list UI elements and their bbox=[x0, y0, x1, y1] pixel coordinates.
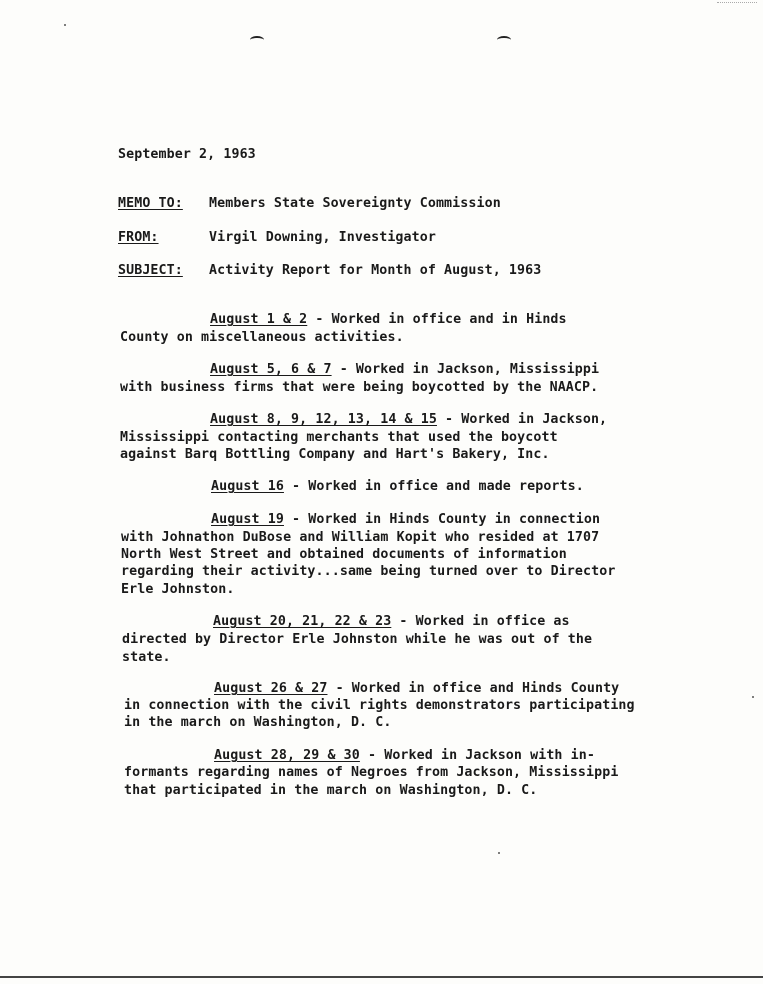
punch-mark bbox=[497, 36, 511, 44]
entry-first-line bbox=[210, 361, 599, 378]
scan-speck bbox=[64, 24, 66, 26]
entry-first-line bbox=[210, 411, 607, 428]
entry-first-line bbox=[211, 478, 584, 495]
entry-text: - Worked in office and made reports. bbox=[283, 479, 584, 494]
entry-line: Mississippi contacting merchants that used the boycott bbox=[120, 430, 558, 445]
entry-line: formants regarding names of Negroes from Jackson, Mississippi bbox=[124, 765, 619, 780]
entry-date: August 16 bbox=[211, 479, 284, 494]
entry-line: in the march on Washington, D. C. bbox=[124, 715, 392, 730]
entry-first-line bbox=[211, 511, 600, 528]
entry-date: August 28, 29 & 30 bbox=[214, 748, 360, 763]
entry-first-line bbox=[210, 311, 567, 328]
memo-from-value: Virgil Downing, Investigator bbox=[209, 230, 436, 245]
entry-line: Erle Johnston. bbox=[121, 582, 235, 597]
entry-date: August 26 & 27 bbox=[214, 681, 328, 696]
memo-subject-label: SUBJECT: bbox=[118, 263, 183, 278]
scan-artifact bbox=[717, 2, 757, 3]
entry-line: with business firms that were being boycotted by the NAACP. bbox=[120, 380, 599, 395]
entry-text: - Worked in Jackson, Mississippi bbox=[331, 362, 600, 377]
scan-speck bbox=[498, 852, 500, 854]
entry-first-line bbox=[214, 680, 619, 697]
punch-mark bbox=[250, 36, 264, 44]
entry-line: that participated in the march on Washington, D. C. bbox=[124, 783, 538, 798]
entry-date: August 8, 9, 12, 13, 14 & 15 bbox=[210, 412, 437, 427]
scan-speck bbox=[752, 696, 754, 698]
memo-to-value: Members State Sovereignty Commission bbox=[209, 196, 501, 211]
entry-line: against Barq Bottling Company and Hart's Bakery, Inc. bbox=[120, 447, 550, 462]
entry-text: - Worked in Hinds County in connection bbox=[283, 512, 601, 527]
entry-text: - Worked in office and Hinds County bbox=[327, 681, 620, 696]
entry-text: - Worked in office and in Hinds bbox=[307, 312, 567, 327]
entry-line: County on miscellaneous activities. bbox=[120, 330, 404, 345]
memo-from-label: FROM: bbox=[118, 230, 159, 245]
entry-date: August 1 & 2 bbox=[210, 312, 308, 327]
entry-line: directed by Director Erle Johnston while he was out of the bbox=[122, 632, 593, 647]
entry-line: state. bbox=[122, 650, 171, 665]
entry-line: in connection with the civil rights demonstrators participating bbox=[124, 698, 635, 713]
entry-line: with Johnathon DuBose and William Kopit who resided at 1707 bbox=[121, 530, 600, 545]
entry-date: August 20, 21, 22 & 23 bbox=[213, 614, 392, 629]
entry-first-line bbox=[213, 613, 570, 630]
memo-date: September 2, 1963 bbox=[118, 147, 256, 162]
memo-to-label: MEMO TO: bbox=[118, 196, 183, 211]
entry-text: - Worked in office as bbox=[391, 614, 570, 629]
entry-date: August 19 bbox=[211, 512, 284, 527]
entry-line: North West Street and obtained documents of information bbox=[121, 547, 567, 562]
entry-text: - Worked in Jackson, bbox=[436, 412, 608, 427]
memo-subject-value: Activity Report for Month of August, 1963 bbox=[209, 263, 542, 278]
entry-date: August 5, 6 & 7 bbox=[210, 362, 332, 377]
entry-text: - Worked in Jackson with in- bbox=[359, 748, 595, 763]
scan-edge-line bbox=[0, 976, 763, 978]
entry-first-line bbox=[214, 747, 595, 764]
entry-line: regarding their activity...same being turned over to Director bbox=[121, 564, 616, 579]
